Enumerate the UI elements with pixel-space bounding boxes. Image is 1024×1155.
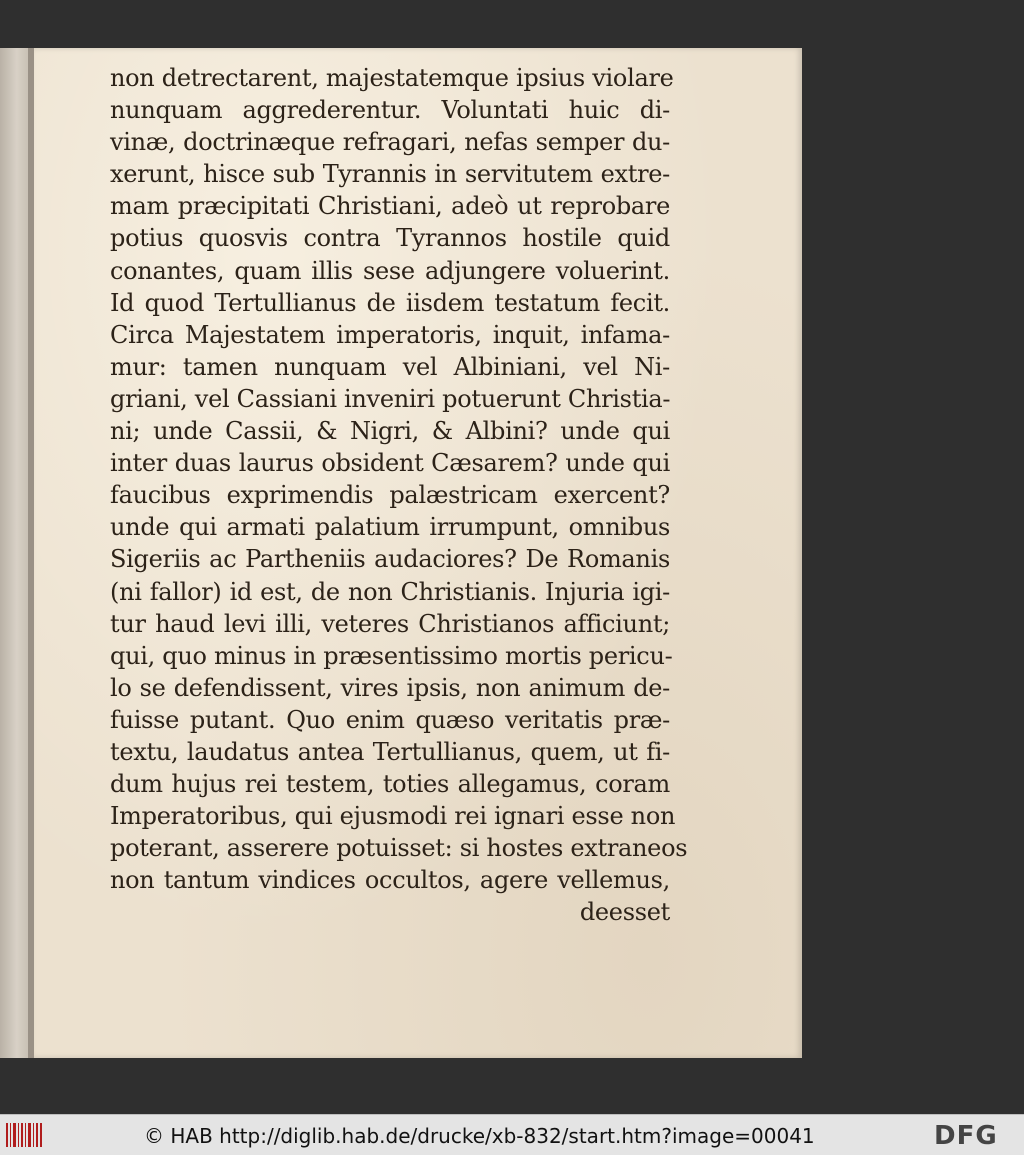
text-line: mur: tamen nunquam vel Albiniani, vel Ni-: [110, 352, 670, 381]
text-line: lo se defendissent, vires ipsis, non animum de-: [110, 673, 670, 702]
text-line: textu, laudatus antea Tertullianus, quem, ut fi-: [110, 737, 670, 766]
text-line: Imperatoribus, qui ejusmodi rei ignari esse non: [110, 802, 676, 831]
copyright-url-text: © HAB http://diglib.hab.de/drucke/xb-832/start.htm?image=00041: [144, 1124, 815, 1148]
page-text-block: [110, 62, 688, 929]
text-line: inter duas laurus obsident Cæsarem? unde qui: [110, 449, 670, 478]
text-line: vinæ, doctrinæque refragari, nefas semper du-: [110, 128, 670, 157]
text-line: (ni fallor) id est, de non Christianis. Injuria igi-: [110, 577, 670, 606]
text-line: dum hujus rei testem, toties allegamus, coram: [110, 770, 670, 799]
text-line: mam præcipitati Christiani, adeò ut reprobare: [110, 192, 670, 221]
text-line: tur haud levi illi, veteres Christianos afficiunt;: [110, 609, 670, 638]
text-line: xerunt, hisce sub Tyrannis in servitutem extre-: [110, 160, 670, 189]
footer-bar: [0, 1114, 1024, 1155]
barcode-icon: [6, 1123, 46, 1147]
text-line: qui, quo minus in præsentissimo mortis pericu-: [110, 641, 673, 670]
text-line: Circa Majestatem imperatoris, inquit, infama-: [110, 320, 670, 349]
text-line: potius quosvis contra Tyrannos hostile quid: [110, 224, 670, 253]
dfg-logo: DFG: [934, 1121, 998, 1151]
text-line: Id quod Tertullianus de iisdem testatum fecit.: [110, 288, 670, 317]
previous-page-edge: [0, 48, 28, 1058]
text-line: nunquam aggrederentur. Voluntati huic di-: [110, 96, 670, 125]
text-line: conantes, quam illis sese adjungere voluerint.: [110, 256, 670, 285]
text-line: griani, vel Cassiani inveniri potuerunt Christia-: [110, 384, 671, 413]
text-line: ni; unde Cassii, & Nigri, & Albini? unde qui: [110, 417, 670, 446]
text-line: poterant, asserere potuisset: si hostes extraneos: [110, 834, 688, 863]
text-line: unde qui armati palatium irrumpunt, omnibus: [110, 513, 670, 542]
text-line: Sigeriis ac Partheniis audaciores? De Romanis: [110, 545, 670, 574]
text-line: faucibus exprimendis palæstricam exercent?: [110, 481, 670, 510]
catchword: deesset: [579, 898, 670, 927]
text-line: fuisse putant. Quo enim quæso veritatis præ-: [110, 705, 670, 734]
text-line: non tantum vindices occultos, agere vellemus,: [110, 866, 670, 895]
text-line: non detrectarent, majestatemque ipsius violare: [110, 64, 674, 92]
